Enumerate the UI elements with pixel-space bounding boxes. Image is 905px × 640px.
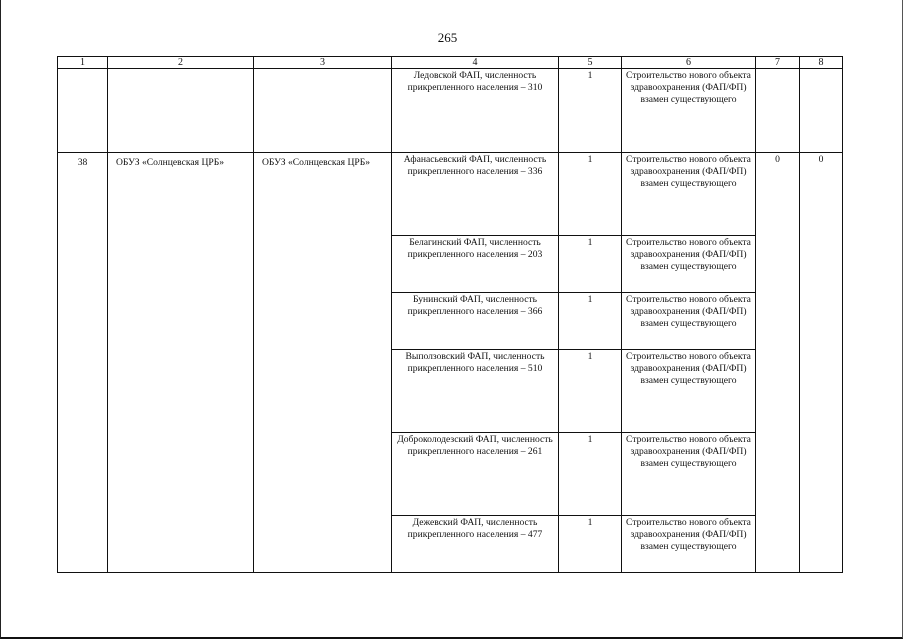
count-cell: 1	[559, 516, 622, 573]
column-header: 7	[756, 57, 800, 69]
column-header: 6	[622, 57, 756, 69]
header-row	[58, 57, 843, 69]
action-cell: Строительство нового объекта здравоохранения (ФАП/ФП) взамен существующего	[622, 293, 756, 350]
col7-value: 0	[756, 153, 800, 573]
facility-cell: Белагинский ФАП, численность прикрепленного населения – 203	[392, 236, 559, 293]
facility-cell: Дежевский ФАП, численность прикрепленного населения – 477	[392, 516, 559, 573]
row-number: 38	[58, 153, 108, 573]
column-header: 2	[108, 57, 254, 69]
facility-cell: Выползовский ФАП, численность прикрепленного населения – 510	[392, 350, 559, 433]
count-cell: 1	[559, 350, 622, 433]
cell-empty	[254, 69, 392, 153]
action-cell: Строительство нового объекта здравоохранения (ФАП/ФП) взамен существующего	[622, 433, 756, 516]
column-header: 4	[392, 57, 559, 69]
column-header: 8	[800, 57, 843, 69]
cell-empty	[800, 69, 843, 153]
column-header: 1	[58, 57, 108, 69]
column-header: 5	[559, 57, 622, 69]
facility-cell: Афанасьевский ФАП, численность прикрепленного населения – 336	[392, 153, 559, 236]
col8-value: 0	[800, 153, 843, 573]
page-number: 265	[437, 30, 458, 45]
organization-cell: ОБУЗ «Солнцевская ЦРБ»	[254, 153, 392, 573]
count-cell: 1	[559, 236, 622, 293]
facility-cell: Доброколодезский ФАП, численность прикрепленного населения – 261	[392, 433, 559, 516]
action-cell: Строительство нового объекта здравоохранения (ФАП/ФП) взамен существующего	[622, 153, 756, 236]
table-row	[58, 69, 843, 153]
organization-cell: ОБУЗ «Солнцевская ЦРБ»	[108, 153, 254, 573]
cell-empty	[58, 69, 108, 153]
count-cell: 1	[559, 153, 622, 236]
count-cell: 1	[559, 433, 622, 516]
column-header: 3	[254, 57, 392, 69]
cell-empty	[108, 69, 254, 153]
facility-cell: Бунинский ФАП, численность прикрепленного населения – 366	[392, 293, 559, 350]
table-row	[58, 153, 843, 236]
action-cell: Строительство нового объекта здравоохранения (ФАП/ФП) взамен существующего	[622, 69, 756, 153]
action-cell: Строительство нового объекта здравоохранения (ФАП/ФП) взамен существующего	[622, 350, 756, 433]
facility-cell: Ледовской ФАП, численность прикрепленного населения – 310	[392, 69, 559, 153]
action-cell: Строительство нового объекта здравоохранения (ФАП/ФП) взамен существующего	[622, 236, 756, 293]
cell-empty	[756, 69, 800, 153]
count-cell: 1	[559, 293, 622, 350]
action-cell: Строительство нового объекта здравоохранения (ФАП/ФП) взамен существующего	[622, 516, 756, 573]
count-cell: 1	[559, 69, 622, 153]
data-table	[57, 56, 843, 573]
